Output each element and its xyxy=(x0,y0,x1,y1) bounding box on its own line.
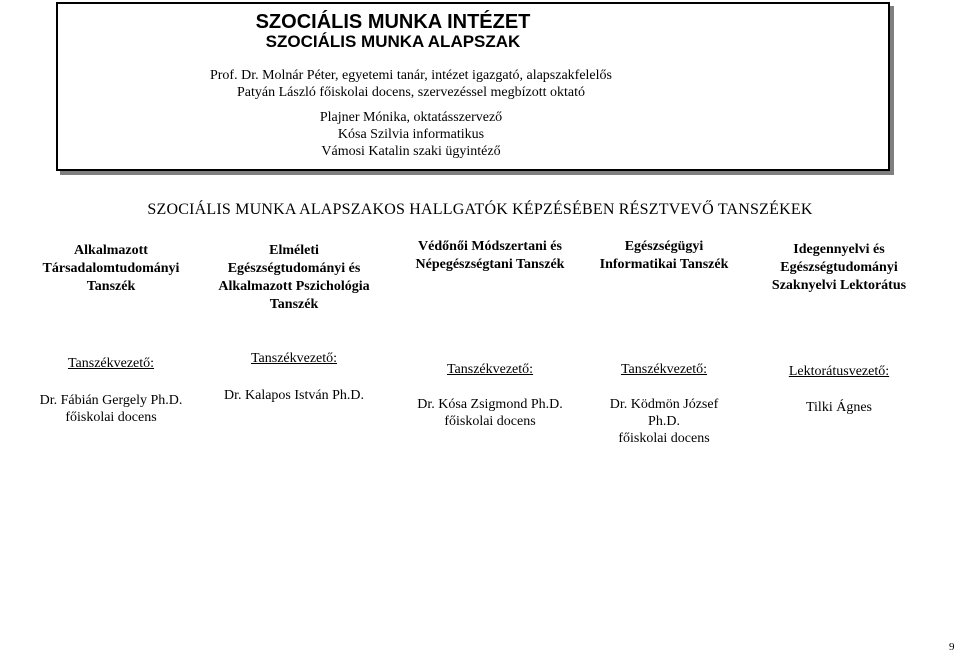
department-head-line: Dr. Ködmön József xyxy=(609,397,719,412)
staff-line: Kósa Szilvia informatikus xyxy=(337,127,485,142)
department-name-line: Egészségtudományi xyxy=(780,260,898,275)
department-head xyxy=(400,396,580,430)
department-name-line: Társadalomtudományi xyxy=(42,261,180,276)
department-head-line: Dr. Kalapos István Ph.D. xyxy=(224,388,364,403)
department-name-line: Elméleti xyxy=(269,243,319,258)
department-name-line: Tanszék xyxy=(269,297,319,312)
department-head xyxy=(582,396,746,447)
institute-title: SZOCIÁLIS MUNKA INTÉZET xyxy=(255,11,531,33)
department-name xyxy=(582,238,746,274)
department-name-line: Egészségügyi xyxy=(624,239,704,254)
staff-line: Prof. Dr. Molnár Péter, egyetemi tanár, intézet igazgató, alapszakfelelős xyxy=(209,68,612,83)
department-head xyxy=(20,392,202,426)
department-name-line: Tanszék xyxy=(86,279,136,294)
institute-header-box xyxy=(56,2,890,171)
page-number: 9 xyxy=(949,641,955,653)
department-name xyxy=(20,242,202,296)
department-head-label: Tanszékvezető: xyxy=(250,351,338,366)
department-name-line: Alkalmazott xyxy=(74,243,148,258)
department-name-line: Egészségtudományi és xyxy=(227,261,361,276)
department-name xyxy=(757,241,921,295)
department-name-line: Védőnői Módszertani és xyxy=(418,239,562,254)
department-head-line: főiskolai docens xyxy=(65,410,157,425)
staff-line: Plajner Mónika, oktatásszervező xyxy=(319,110,503,125)
department-name-line: Alkalmazott Pszichológia xyxy=(218,279,370,294)
department-head-line: Tilki Ágnes xyxy=(805,400,872,415)
departments-heading: SZOCIÁLIS MUNKA ALAPSZAKOS HALLGATÓK KÉPZÉSÉBEN RÉSZTVEVŐ TANSZÉKEK xyxy=(147,201,813,218)
department-head-line: Dr. Kósa Zsigmond Ph.D. xyxy=(417,397,563,412)
staff-line: Patyán László főiskolai docens, szervezéssel megbízott oktató xyxy=(237,85,585,100)
department-head-label: Tanszékvezető: xyxy=(620,362,708,377)
program-title: SZOCIÁLIS MUNKA ALAPSZAK xyxy=(265,32,521,51)
department-head-line: főiskolai docens xyxy=(444,414,536,429)
department-name xyxy=(400,238,580,274)
department-name-line: Népegészségtani Tanszék xyxy=(415,257,565,272)
department-name xyxy=(212,242,376,314)
department-head-label: Tanszékvezető: xyxy=(446,362,534,377)
department-name-line: Idegennyelvi és xyxy=(793,242,885,257)
staff-line: Vámosi Katalin szaki ügyintéző xyxy=(321,144,501,159)
department-head-label: Lektorátusvezető: xyxy=(788,364,890,379)
department-head xyxy=(212,387,376,404)
department-head-line: főiskolai docens xyxy=(618,431,710,446)
department-name-line: Szaknyelvi Lektorátus xyxy=(771,278,907,293)
department-head-line: Ph.D. xyxy=(648,414,680,429)
department-name-line: Informatikai Tanszék xyxy=(599,257,729,272)
department-head-label: Tanszékvezető: xyxy=(67,356,155,371)
department-head xyxy=(757,399,921,416)
department-head-line: Dr. Fábián Gergely Ph.D. xyxy=(39,393,183,408)
